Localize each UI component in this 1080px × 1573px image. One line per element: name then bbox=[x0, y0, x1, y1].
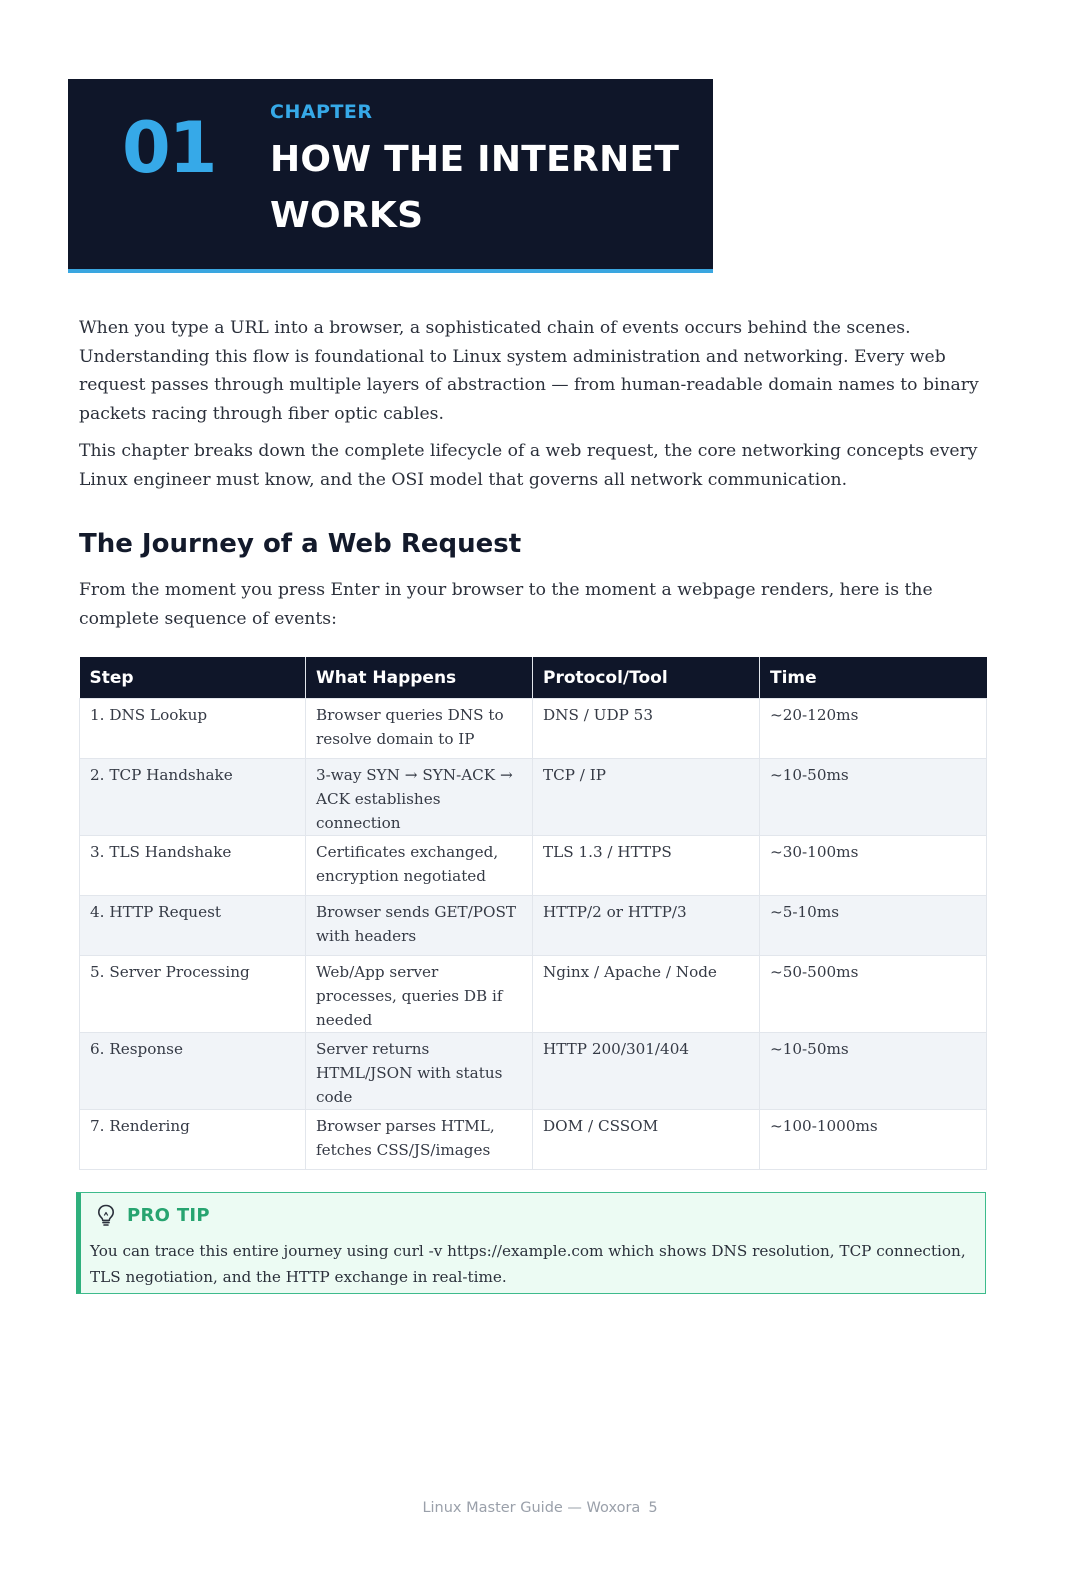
main-content bbox=[79, 314, 989, 642]
table-row bbox=[80, 836, 987, 896]
chapter-banner bbox=[68, 79, 713, 273]
table-cell: Web/App server processes, queries DB if needed bbox=[306, 956, 533, 1033]
table-row bbox=[80, 956, 987, 1033]
table-cell: ~5-10ms bbox=[760, 896, 987, 956]
table-cell: HTTP 200/301/404 bbox=[533, 1033, 760, 1110]
table-cell: 4. HTTP Request bbox=[80, 896, 306, 956]
table-cell: ~30-100ms bbox=[760, 836, 987, 896]
table-cell: 1. DNS Lookup bbox=[80, 699, 306, 759]
table-cell: TLS 1.3 / HTTPS bbox=[533, 836, 760, 896]
chapter-title: HOW THE INTERNET WORKS bbox=[270, 139, 680, 236]
table-cell: Certificates exchanged, encryption negotiated bbox=[306, 836, 533, 896]
chapter-eyebrow: CHAPTER bbox=[270, 101, 373, 123]
intro-paragraph: When you type a URL into a browser, a sophisticated chain of events occurs behind the scenes. Understanding this flow is foundational to Linux system administration and networking. Every web request passes through multiple layers of abstraction — from human-readable domain names to binary packets racing through fiber optic cables. bbox=[79, 318, 979, 424]
table-cell: HTTP/2 or HTTP/3 bbox=[533, 896, 760, 956]
table-cell: Browser queries DNS to resolve domain to IP bbox=[306, 699, 533, 759]
section-lead: From the moment you press Enter in your browser to the moment a webpage renders, here is the complete sequence of events: bbox=[79, 580, 933, 629]
table-cell: ~10-50ms bbox=[760, 1033, 987, 1110]
pro-tip-text: You can trace this entire journey using curl -v https://example.com which shows DNS resolution, TCP connection, TLS negotiation, and the HTTP exchange in real-time. bbox=[90, 1242, 966, 1286]
table-cell: 2. TCP Handshake bbox=[80, 759, 306, 836]
table-cell: 5. Server Processing bbox=[80, 956, 306, 1033]
table-cell: ~100-1000ms bbox=[760, 1110, 987, 1170]
table-row bbox=[80, 759, 987, 836]
table-row bbox=[80, 1033, 987, 1110]
table-cell: DNS / UDP 53 bbox=[533, 699, 760, 759]
table-cell: ~20-120ms bbox=[760, 699, 987, 759]
lightbulb-icon bbox=[95, 1203, 117, 1227]
section-heading: The Journey of a Web Request bbox=[79, 529, 522, 559]
column-header: What Happens bbox=[306, 657, 533, 699]
table-row bbox=[80, 896, 987, 956]
column-header: Protocol/Tool bbox=[533, 657, 760, 699]
intro-paragraph: This chapter breaks down the complete lifecycle of a web request, the core networking concepts every Linux engineer must know, and the OSI model that governs all network communication. bbox=[79, 441, 978, 490]
footer-text: Linux Master Guide — Woxora bbox=[422, 1500, 641, 1516]
table-row bbox=[80, 1110, 987, 1170]
page-number: 5 bbox=[648, 1500, 658, 1516]
table-row bbox=[80, 699, 987, 759]
table-cell: ~50-500ms bbox=[760, 956, 987, 1033]
table-cell: 7. Rendering bbox=[80, 1110, 306, 1170]
chapter-number: 01 bbox=[122, 107, 216, 189]
table-cell: Browser parses HTML, fetches CSS/JS/images bbox=[306, 1110, 533, 1170]
table-cell: 6. Response bbox=[80, 1033, 306, 1110]
table-cell: TCP / IP bbox=[533, 759, 760, 836]
table-cell: 3. TLS Handshake bbox=[80, 836, 306, 896]
column-header: Time bbox=[760, 657, 987, 699]
column-header: Step bbox=[80, 657, 306, 699]
table-header-row bbox=[80, 657, 987, 699]
table-cell: DOM / CSSOM bbox=[533, 1110, 760, 1170]
table-cell: 3-way SYN → SYN-ACK → ACK establishes connection bbox=[306, 759, 533, 836]
web-request-table bbox=[79, 657, 987, 1170]
page-footer bbox=[0, 1500, 1080, 1516]
table-cell: Nginx / Apache / Node bbox=[533, 956, 760, 1033]
table-cell: Browser sends GET/POST with headers bbox=[306, 896, 533, 956]
table-cell: ~10-50ms bbox=[760, 759, 987, 836]
pro-tip-callout bbox=[76, 1192, 986, 1294]
table-cell: Server returns HTML/JSON with status code bbox=[306, 1033, 533, 1110]
pro-tip-title: PRO TIP bbox=[127, 1204, 210, 1226]
pro-tip-header bbox=[95, 1203, 210, 1227]
